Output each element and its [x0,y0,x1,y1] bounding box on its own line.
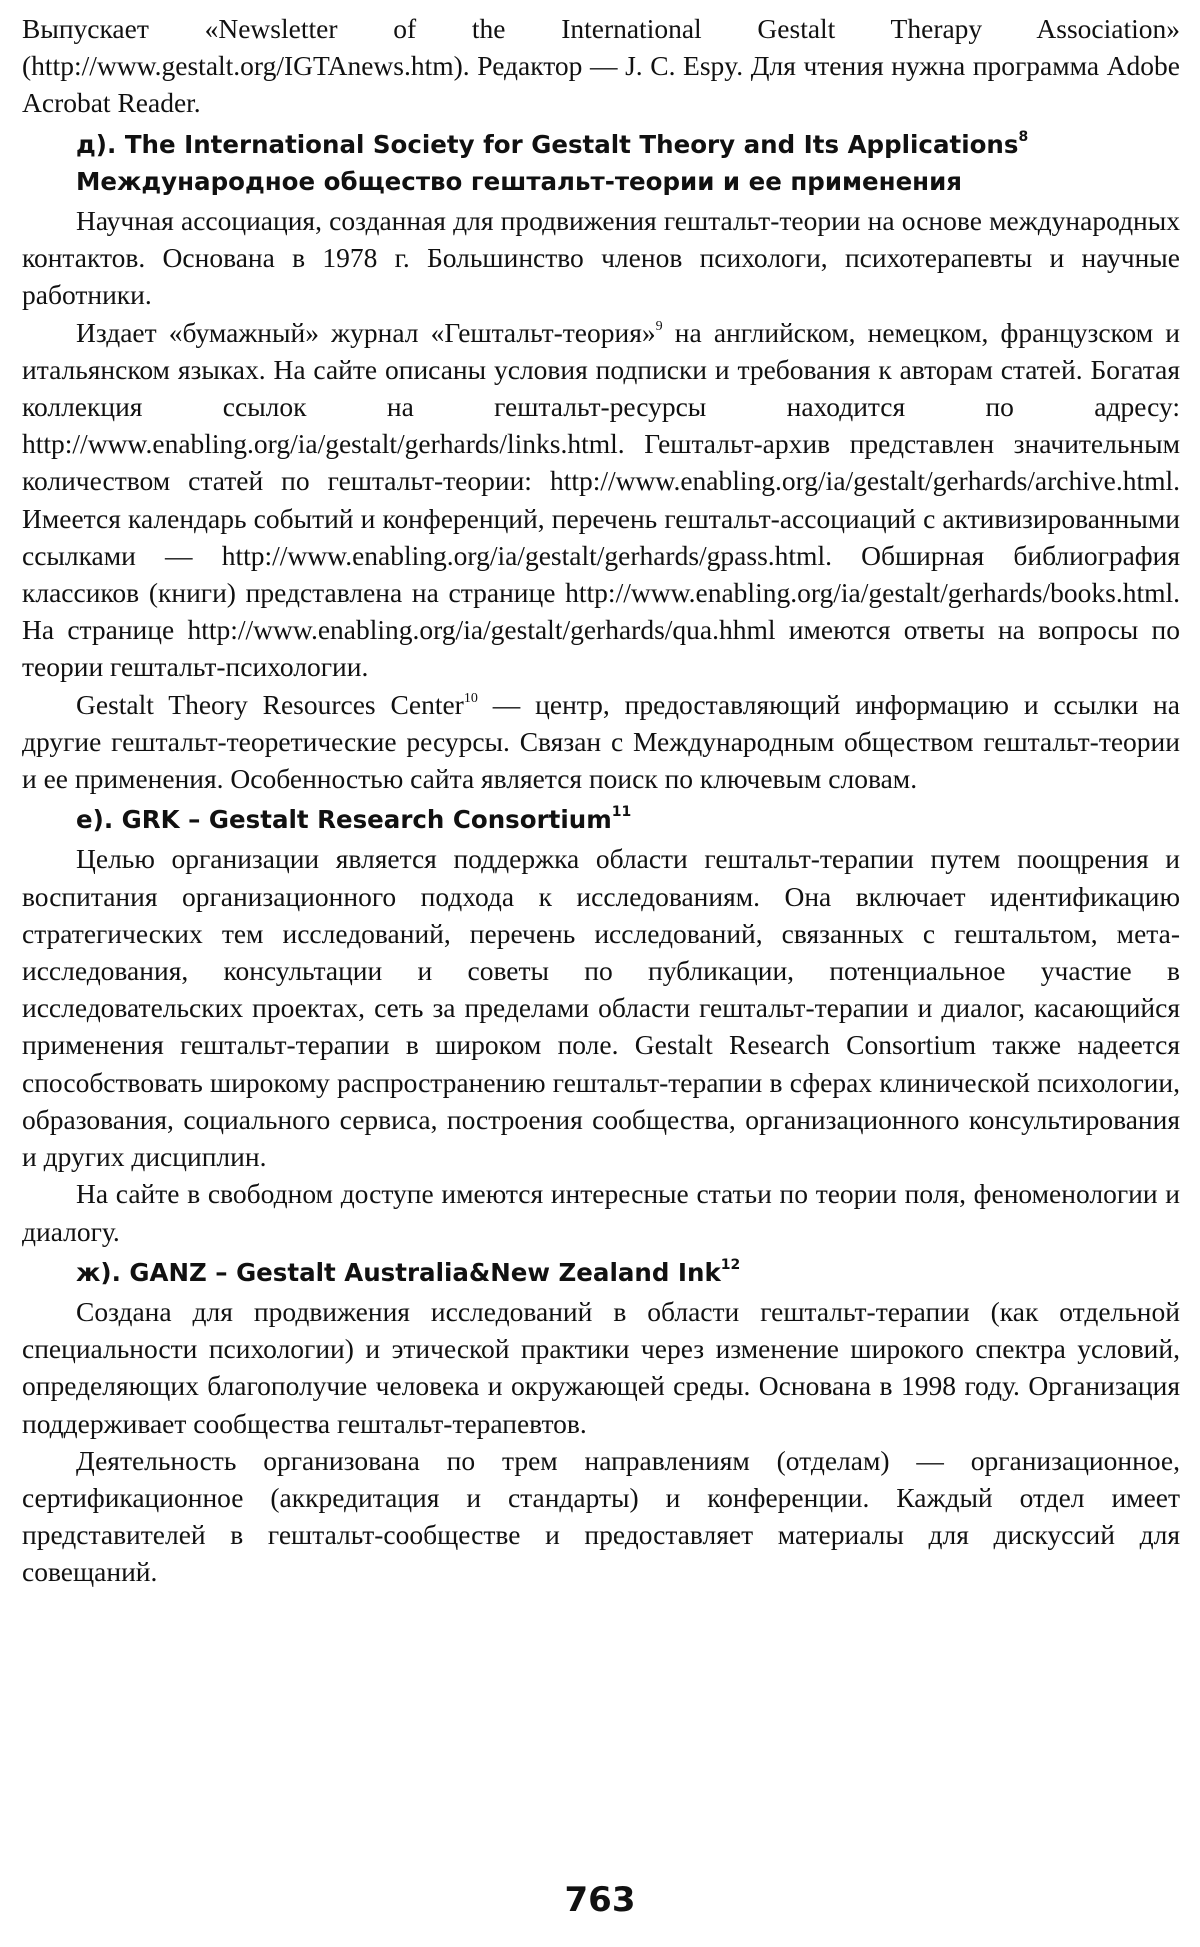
section-heading-title: д). The International Society for Gestalt Theory and Its Applications [76,129,1019,159]
paragraph-text: Издает «бумажный» журнал «Гештальт-теория» [76,316,656,348]
paragraph: Создана для продвижения исследований в области гештальт-терапии (как отдельной специальности психологии) и этической практики через изменение широкого спектра условий, определяющих благополучие человека и окружающей среды. Основана в 1998 году. Организация поддерживает сообщества гештальт-терапевтов. [22,1295,1180,1439]
section-heading-subtitle: Международное общество гештальт-теории и ее применения [76,166,963,196]
page-number: 763 [564,1880,636,1920]
footnote-marker: 8 [1018,128,1029,145]
section-heading-isgta [22,126,1180,200]
footnote-marker: 12 [720,1256,741,1273]
paragraph: Научная ассоциация, созданная для продвижения гештальт-теории на основе международных контактов. Основана в 1978 г. Большинство членов психологи, психотерапевты и научные работники. [22,205,1180,311]
footnote-marker: 11 [611,804,632,821]
footnote-marker: 10 [463,690,478,706]
section-heading-title: е). GRK – Gestalt Research Consortium [76,805,612,835]
paragraph-text: Gestalt Theory Resources Center [76,688,464,720]
paragraph [22,314,1180,686]
section-heading-grk [22,801,1180,838]
section-heading-title: ж). GANZ – Gestalt Australia&New Zealand Ink [76,1257,721,1287]
intro-paragraph: Выпускает «Newsletter of the International Gestalt Therapy Association» (http://www.gestalt.org/IGTAnews.htm). Редактор — J. C. Espy. Для чтения нужна программа Adobe Acrobat Reader. [22,13,1180,119]
footnote-marker: 9 [655,318,663,334]
paragraph-text: на английском, немецком, французском и итальянском языках. На сайте описаны условия подписки и требования к авторам статей. Богатая коллекция ссылок на гештальт-ресурсы находится по адресу: http://www.enabling.org/ia/gestalt/gerhards/links.html. Гештальт-архив представлен значительным количеством статей по гештальт-теории: http://www.enabling.org/ia/gestalt/gerhards/archive.html. Имеется календарь событий и конференций, перечень гештальт-ассоциаций с активизированными ссылками — http://www.enabling.org/ia/gestalt/gerhards/gpass.html. Обширная библиография классиков (книги) представлена на странице http://www.enabling.org/ia/gestalt/gerhards/books.html. На странице http://www.enabling.org/ia/gestalt/gerhards/qua.hhml имеются ответы на вопросы по теории гештальт-психологии. [22,316,1180,683]
paragraph-text: — центр, предоставляющий информацию и ссылки на другие гештальт-теоретические ресурсы. Связан с Международным обществом гештальт-теории и ее применения. Особенностью сайта является поиск по ключевым словам. [22,688,1180,795]
book-page [22,10,1180,1591]
section-heading-ganz [22,1254,1180,1291]
paragraph: Деятельность организована по трем направлениям (отделам) — организационное, сертификационное (аккредитация и стандарты) и конференции. Каждый отдел имеет представителей в гештальт-сообществе и предоставляет материалы для дискуссий для совещаний. [22,1444,1180,1588]
paragraph [22,686,1180,798]
paragraph: На сайте в свободном доступе имеются интересные статьи по теории поля, феноменологии и диалогу. [22,1178,1180,1247]
paragraph: Целью организации является поддержка области гештальт-терапии путем поощрения и воспитания организационного подхода к исследованиям. Она включает идентификацию стратегических тем исследований, перечень исследований, связанных с гештальтом, мета-исследования, консультации и советы по публикации, потенциальное участие в исследовательских проектах, сеть за пределами области гештальт-терапии и диалог, касающийся применения гештальт-терапии в широком поле. Gestalt Research Consortium также надеется способствовать широкому распространению гештальт-терапии в сферах клинической психологии, образования, социального сервиса, построения сообщества, организационного консультирования и других дисциплин. [22,843,1180,1173]
